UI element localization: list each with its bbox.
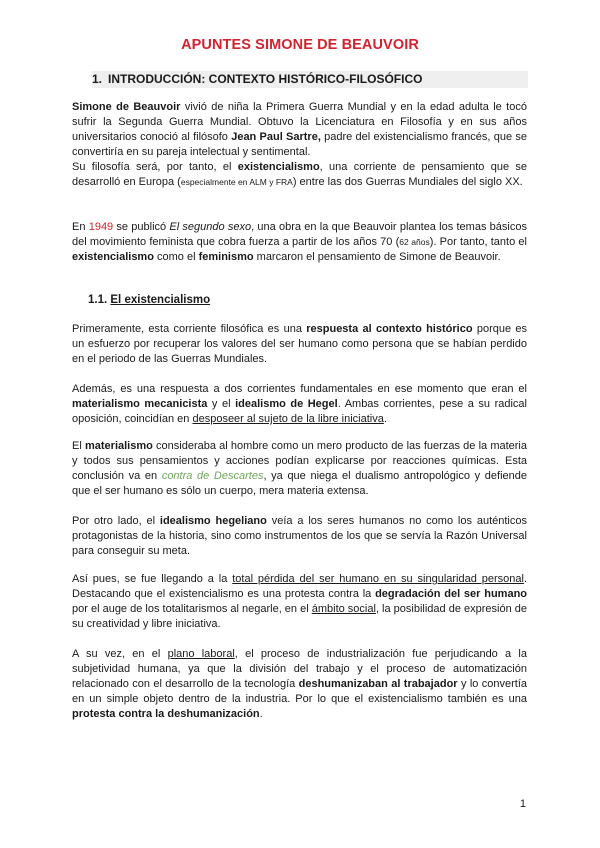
text-run: existencialismo (237, 161, 320, 173)
text-run: , el proceso de industrialización fue perjudicando a la subjetividad humana, ya que la división del trabajo y el proceso de automatización relacionado con el desarrollo de la tecnología (72, 648, 527, 690)
text-run: Su filosofía será, por tanto, el (72, 161, 238, 173)
paragraph-perdida (72, 572, 527, 632)
document-title: APUNTES SIMONE DE BEAUVOIR (181, 37, 419, 53)
text-run: feminismo (198, 251, 254, 263)
subsection-heading-existencialismo (88, 294, 210, 306)
text-run: 62 años (399, 237, 430, 247)
text-run: existencialismo (72, 251, 154, 263)
text-run: desposeer al sujeto de la libre iniciativa (192, 413, 384, 425)
text-run: Simone de Beauvoir (72, 101, 181, 113)
text-run: se publicó (113, 221, 170, 233)
text-run: por el auge de los totalitarismos al negarle, en el (72, 603, 312, 615)
text-run: . Destacando que el existencialismo es una protesta contra la (72, 573, 527, 600)
book-title: El segundo sexo (169, 221, 252, 233)
paragraph-respuesta (72, 322, 527, 367)
paragraph-materialismo (72, 439, 527, 499)
intro-paragraph-1 (72, 100, 527, 190)
text-run: ). Por tanto, tanto el (429, 236, 527, 248)
subsection-heading-text: El existencialismo (110, 294, 211, 306)
text-run: A su vez, en el (72, 648, 168, 660)
section-number: 1. (92, 72, 103, 86)
paragraph-idealismo (72, 514, 527, 559)
text-run: Además, es una respuesta a dos corrientes fundamentales en ese momento que eran el (72, 383, 527, 395)
text-run: materialismo mecanicista (72, 398, 208, 410)
text-run: respuesta al contexto histórico (306, 323, 473, 335)
subsection-number: 1.1. (88, 294, 108, 306)
text-run: El (72, 440, 85, 452)
paragraph-corrientes (72, 382, 527, 427)
text-run: Así pues, se fue llegando a la (72, 573, 233, 585)
text-run: como el (153, 251, 199, 263)
text-run: y el (207, 398, 236, 410)
text-run: consideraba al hombre como un mero producto de las fuerzas de la materia y todos sus pensamientos y acciones podían explicarse por reacciones químicas. Esta conclusión va en (72, 440, 527, 482)
text-run: , una corriente de pensamiento que se desarrolló en Europa ( (72, 161, 527, 188)
text-run: ámbito social (311, 603, 376, 615)
text-run: . (383, 413, 387, 425)
text-run: , una obra en la que Beauvoir plantea los temas básicos del movimiento feminista que cobra fuerza a partir de los años 70 ( (72, 221, 527, 248)
text-run: contra de Descartes (161, 470, 264, 482)
text-run: porque es un esfuerzo por recuperar los valores del ser humano como persona que se habían perdido en el periodo de las Guerras Mundiales. (72, 323, 527, 365)
text-run: Por otro lado, el (72, 515, 160, 527)
text-run: En (72, 221, 89, 233)
section-heading-text: INTRODUCCIÓN: CONTEXTO HISTÓRICO-FILOSÓFICO (108, 72, 423, 86)
text-run: Jean Paul Sartre, (231, 131, 321, 143)
text-run: especialmente en ALM y FRA (180, 177, 293, 187)
text-run: plano laboral (167, 648, 235, 660)
intro-paragraph-3 (72, 220, 527, 265)
text-run: protesta contra la deshumanización (72, 708, 260, 720)
page-number: 1 (519, 798, 526, 810)
text-run: y lo convertía en un simple objeto dentro de la industria. Por lo que el existencialismo también es una (72, 678, 527, 705)
text-run: idealismo de Hegel (235, 398, 338, 410)
paragraph-laboral (72, 647, 527, 722)
text-run: . (259, 708, 263, 720)
text-run: , la posibilidad de expresión de su creatividad y libre iniciativa. (72, 603, 527, 630)
text-run: idealismo hegeliano (159, 515, 267, 527)
text-run: . Ambas corrientes, pese a su radical oposición, coincidían en (72, 398, 527, 425)
text-run: , ya que niega el dualismo antropológico y defiende que el ser humano es sólo un cuerpo, mera materia extensa. (72, 470, 527, 497)
text-run: padre del existencialismo francés, que se convertiría en su pareja intelectual y sentimental. (72, 131, 527, 158)
text-run: materialismo (84, 440, 153, 452)
text-run: degradación del ser humano (375, 588, 528, 600)
text-run: Primeramente, esta corriente filosófica es una (72, 323, 307, 335)
text-run: total pérdida del ser humano en su singularidad personal (232, 573, 524, 585)
text-run: deshumanizaban al trabajador (298, 678, 458, 690)
text-run: vivió de niña la Primera Guerra Mundial y en la edad adulta le tocó sufrir la Segunda Guerra Mundial. Obtuvo la Licenciatura en Filosofía y en sus años universitarios conoció al filósofo (72, 101, 527, 143)
text-run: marcaron el pensamiento de Simone de Beauvoir. (253, 251, 501, 263)
highlighted-year: 1949 (88, 221, 114, 233)
section-heading-introduccion (92, 71, 528, 88)
text-run: ) entre las dos Guerras Mundiales del siglo XX. (292, 176, 523, 188)
text-run: veía a los seres humanos no como los auténticos protagonistas de la historia, sino como instrumentos de los que se servía la Razón Universal para conseguir su meta. (72, 515, 527, 557)
